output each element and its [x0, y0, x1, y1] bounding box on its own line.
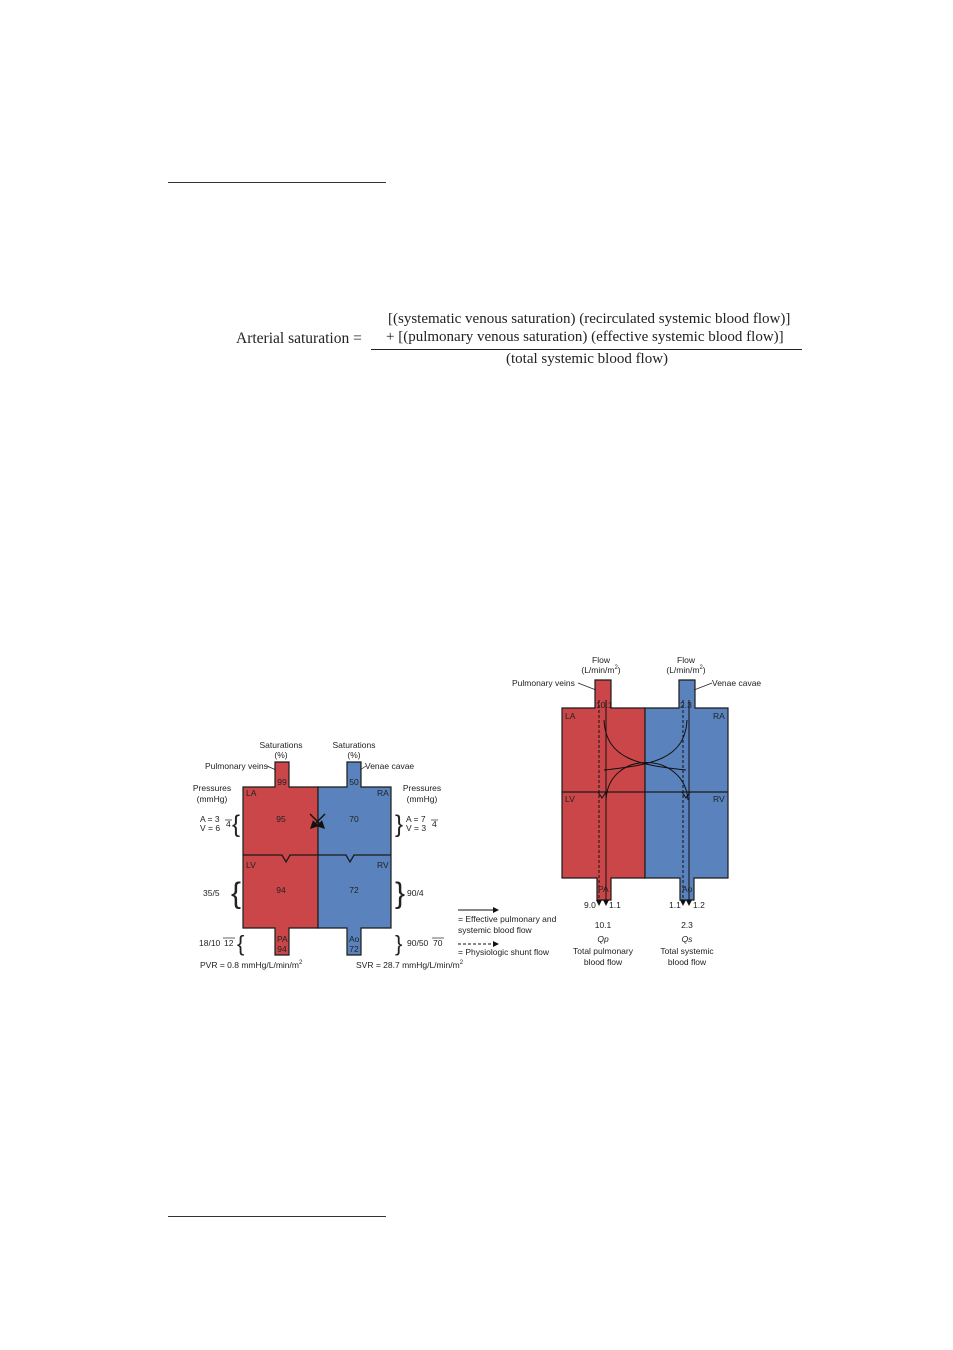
flow-qs-total: 2.3: [681, 920, 693, 930]
legend-dashed-label: = Physiologic shunt flow: [458, 947, 549, 957]
pressure-ra-v: V = 3: [406, 823, 427, 833]
flow-pulmonary-veins: 10.1: [596, 700, 613, 710]
pressure-rv: 90/4: [407, 888, 424, 898]
qp-symbol: Qp: [597, 934, 609, 944]
pressure-pa-mean: 12: [224, 938, 234, 948]
flow-legend: [458, 910, 557, 957]
chamber-la: LA: [246, 788, 257, 798]
sat-ra: 70: [349, 814, 359, 824]
qp-label-2: blood flow: [583, 957, 623, 967]
pressures-unit-right: (mmHg): [406, 794, 438, 804]
flow-ao-effective: 1.2: [693, 900, 705, 910]
sat-venae-cavae: 50: [349, 777, 359, 787]
chamber-lv: LV: [246, 860, 256, 870]
sat-la: 95: [276, 814, 286, 824]
sat-rv: 72: [349, 885, 359, 895]
sat-lv: 94: [276, 885, 286, 895]
left-heart-diagram: [193, 740, 464, 970]
pressure-la-a: A = 3: [200, 814, 220, 824]
legend-solid-label-1: = Effective pulmonary and: [458, 914, 557, 924]
right-chamber-ao: Ao: [682, 884, 693, 894]
pressures-label-right: Pressures: [402, 783, 442, 793]
brace-ra: }: [395, 811, 404, 838]
pressure-la-v: V = 6: [200, 823, 221, 833]
sat-ao: 72: [349, 944, 359, 954]
brace-ao: }: [395, 931, 403, 956]
flow-label-right: Flow: [677, 655, 695, 665]
formula-numerator-line1: [(systematic venous saturation) (recirculated systemic blood flow)]: [388, 311, 791, 327]
legend-solid-label-2: systemic blood flow: [458, 925, 532, 935]
chamber-ra: RA: [377, 788, 389, 798]
sat-pa: 94: [277, 944, 287, 954]
bottom-rule: [168, 1216, 386, 1217]
chamber-rv: RV: [377, 860, 389, 870]
right-venae-cavae-label: Venae cavae: [712, 678, 762, 688]
flow-ao-shunt: 1.1: [669, 900, 681, 910]
flow-pa-shunt: 1.1: [609, 900, 621, 910]
pressure-ra-mean: 4: [432, 819, 437, 829]
saturations-unit-right: (%): [347, 750, 361, 760]
formula-denominator: (total systemic blood flow): [506, 351, 669, 367]
qs-label-2: blood flow: [667, 957, 707, 967]
svr-value: SVR = 28.7 mmHg/$L/\min/m^2$: [356, 960, 464, 970]
brace-la: {: [232, 811, 241, 838]
brace-rv: }: [395, 877, 406, 910]
right-chamber-lv: LV: [565, 794, 575, 804]
qp-label-1: Total pulmonary: [572, 946, 634, 956]
saturations-unit-left: (%): [274, 750, 288, 760]
right-venae-cavae-leader: [694, 683, 712, 690]
flow-pa-effective: 9.0: [584, 900, 596, 910]
right-chamber-ra: RA: [713, 711, 725, 721]
qs-symbol: Qs: [681, 934, 693, 944]
right-pulmonary-veins-label: Pulmonary veins: [512, 678, 575, 688]
right-chamber-la: LA: [565, 711, 576, 721]
flow-venae-cavae: 2.3: [680, 700, 692, 710]
brace-lv: {: [231, 877, 242, 910]
right-chamber-pa: PA: [598, 884, 609, 894]
right-pulmonary-veins-leader: [578, 683, 596, 690]
qs-label-1: Total systemic: [660, 946, 714, 956]
flow-label-left: Flow: [592, 655, 610, 665]
flow-unit-left: $(L/\min/m^2)$: [581, 665, 621, 675]
pressure-lv: 35/5: [203, 888, 220, 898]
pressure-ra-a: A = 7: [406, 814, 426, 824]
saturations-label-left: Saturations: [259, 740, 303, 750]
flow-qp-total: 10.1: [594, 920, 612, 930]
chamber-pa: PA: [277, 934, 288, 944]
pressure-ao-mean: 70: [433, 938, 443, 948]
chamber-ao: Ao: [349, 934, 360, 944]
pvr-value: PVR = 0.8 mmHg/$L/\min/m^2$: [200, 960, 303, 970]
pressures-unit-left: (mmHg): [196, 794, 228, 804]
saturations-label-right: Saturations: [332, 740, 376, 750]
brace-pa: {: [237, 931, 245, 956]
sat-pulmonary-veins: 99: [277, 777, 287, 787]
pressures-label-left: Pressures: [192, 783, 232, 793]
venae-cavae-label: Venae cavae: [365, 761, 415, 771]
pressure-pa: 18/10: [199, 938, 221, 948]
pressure-ao: 90/50: [407, 938, 429, 948]
right-chamber-rv: RV: [713, 794, 725, 804]
formula-lhs: Arterial saturation =: [236, 330, 362, 347]
flow-unit-right: $(L/\min/m^2)$: [666, 665, 706, 675]
formula-numerator-line2: + [(pulmonary venous saturation) (effective systemic blood flow)]: [386, 329, 784, 345]
pulmonary-veins-label: Pulmonary veins: [205, 761, 268, 771]
pressure-la-mean: 4: [226, 819, 231, 829]
